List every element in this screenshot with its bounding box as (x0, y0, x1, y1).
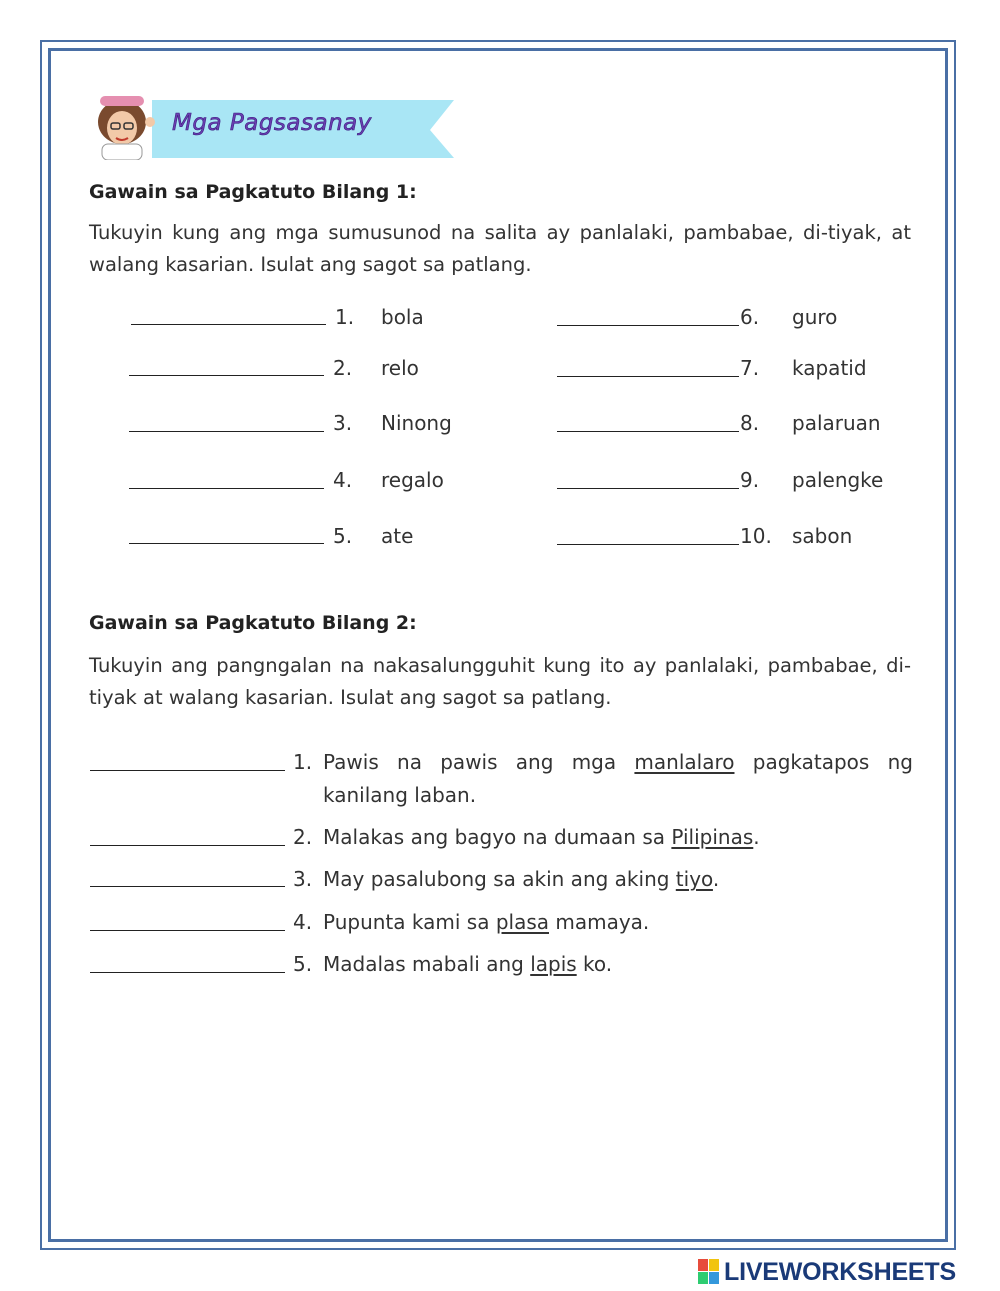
sentence-number: 3. (293, 867, 313, 891)
sentence-3: May pasalubong sa akin ang aking tiyo. (323, 867, 720, 891)
answer-blank-s2-4[interactable] (90, 930, 285, 931)
answer-blank-7[interactable] (557, 376, 739, 377)
item-number: 6. (740, 305, 760, 329)
section1-heading: Gawain sa Pagkatuto Bilang 1: (89, 181, 417, 203)
sentence-number: 2. (293, 825, 313, 849)
item-word: sabon (792, 524, 853, 548)
underlined-noun: plasa (495, 910, 549, 934)
item-number: 7. (740, 356, 760, 380)
answer-blank-9[interactable] (557, 488, 739, 489)
item-word: bola (381, 305, 424, 329)
answer-blank-3[interactable] (129, 431, 324, 432)
answer-blank-5[interactable] (129, 543, 324, 544)
section1-instructions: Tukuyin kung ang mga sumusunod na salita ay panlalaki, pambabae, di-tiyak, at walang kasarian. Isulat ang sagot sa patlang. (89, 221, 911, 276)
answer-blank-4[interactable] (129, 488, 324, 489)
brand-text: LIVEWORKSHEETS (724, 1257, 956, 1286)
underlined-noun: lapis (530, 952, 577, 976)
answer-blank-10[interactable] (557, 544, 739, 545)
item-number: 4. (333, 468, 353, 492)
item-number: 9. (740, 468, 760, 492)
item-number: 5. (333, 524, 353, 548)
answer-blank-1[interactable] (131, 324, 326, 325)
teacher-avatar-icon (98, 96, 155, 160)
item-number: 10. (740, 524, 772, 548)
answer-blank-6[interactable] (557, 325, 739, 326)
item-word: kapatid (792, 356, 867, 380)
liveworksheets-brand[interactable] (698, 1258, 956, 1286)
item-word: Ninong (381, 411, 452, 435)
item-word: palengke (792, 468, 884, 492)
sentence-number: 4. (293, 910, 313, 934)
answer-blank-2[interactable] (129, 375, 324, 376)
sentence-1: Pawis na pawis ang mga manlalaro pagkatapos ng kanilang laban. (323, 750, 913, 807)
item-word: relo (381, 356, 419, 380)
section2-heading: Gawain sa Pagkatuto Bilang 2: (89, 612, 417, 634)
liveworksheets-logo-icon (698, 1259, 720, 1285)
item-word: regalo (381, 468, 444, 492)
answer-blank-8[interactable] (557, 431, 739, 432)
underlined-noun: Pilipinas (671, 825, 754, 849)
banner-title: Mga Pagsasanay (172, 110, 372, 136)
underlined-noun: tiyo (675, 867, 713, 891)
item-number: 3. (333, 411, 353, 435)
sentence-4: Pupunta kami sa plasa mamaya. (323, 910, 650, 934)
underlined-noun: manlalaro (634, 750, 735, 774)
sentence-number: 5. (293, 952, 313, 976)
item-number: 1. (335, 305, 355, 329)
item-number: 2. (333, 356, 353, 380)
sentence-5: Madalas mabali ang lapis ko. (323, 952, 613, 976)
sentence-number: 1. (293, 750, 313, 774)
sentence-2: Malakas ang bagyo na dumaan sa Pilipinas. (323, 825, 760, 849)
answer-blank-s2-2[interactable] (90, 845, 285, 846)
item-word: palaruan (792, 411, 881, 435)
item-word: guro (792, 305, 838, 329)
item-word: ate (381, 524, 414, 548)
answer-blank-s2-5[interactable] (90, 972, 285, 973)
item-number: 8. (740, 411, 760, 435)
answer-blank-s2-3[interactable] (90, 886, 285, 887)
answer-blank-s2-1[interactable] (90, 770, 285, 771)
section2-instructions: Tukuyin ang pangngalan na nakasalungguhit kung ito ay panlalaki, pambabae, di-tiyak at walang kasarian. Isulat ang sagot sa patlang. (89, 654, 911, 709)
